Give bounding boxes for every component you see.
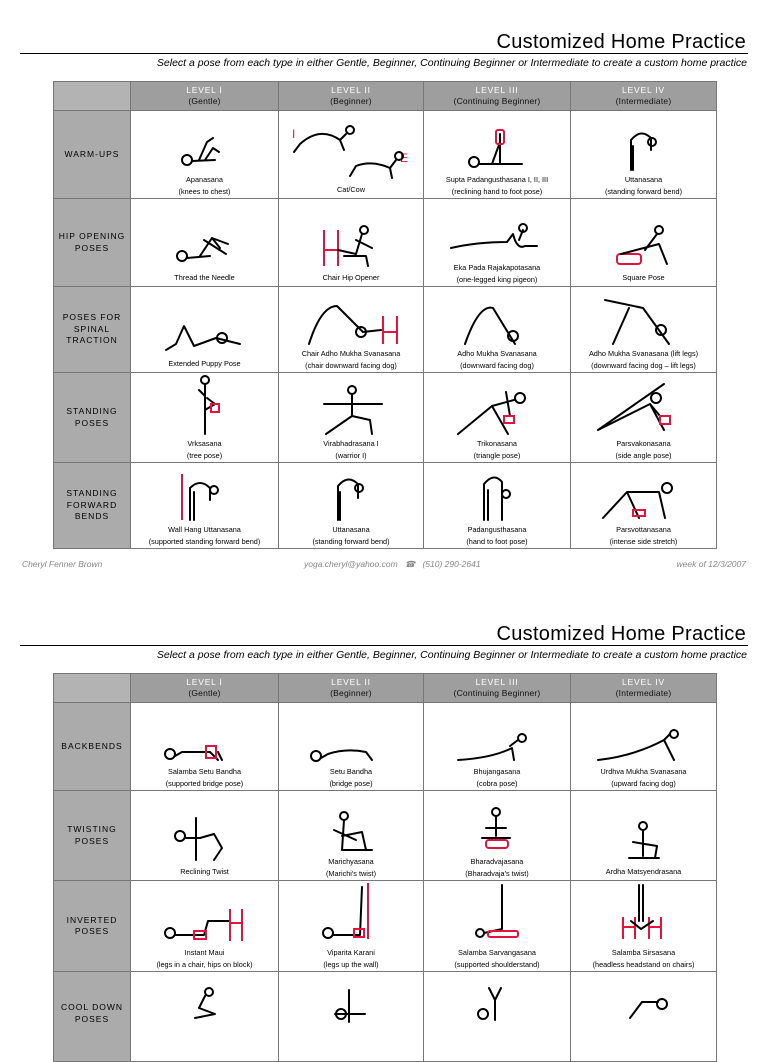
bridge-figure-icon <box>306 732 396 764</box>
chair-down-dog-figure-icon <box>301 302 401 346</box>
side-stretch-figure-icon <box>599 476 689 522</box>
category-text: WARM-UPS <box>64 148 120 159</box>
pose-desc: (warrior I) <box>335 450 367 460</box>
pose-cell <box>279 703 424 791</box>
pose-cell <box>571 881 717 972</box>
pose-desc: (bridge pose) <box>329 778 373 788</box>
cat-mark: I <box>292 126 296 141</box>
tree-figure-icon <box>185 374 225 436</box>
pose-table <box>53 81 717 549</box>
level-sub: (Continuing Beginner) <box>453 688 541 698</box>
category-label <box>54 791 131 881</box>
pose-desc: (standing forward bend) <box>604 186 683 196</box>
square-pose-figure-icon <box>609 220 679 270</box>
instant-maui-figure-icon <box>160 901 250 945</box>
pose-cell <box>424 972 571 1062</box>
pose-cell <box>131 791 279 881</box>
pose-row <box>54 972 717 1062</box>
pose-desc: (side angle pose) <box>615 450 672 460</box>
pose-cell <box>279 199 424 287</box>
category-label <box>54 703 131 791</box>
pose-name: Virabhadrasana I <box>323 439 379 448</box>
pose-cell <box>279 111 424 199</box>
cobra-figure-icon <box>452 732 542 764</box>
level-sub: (Intermediate) <box>615 688 672 698</box>
level-header <box>131 82 279 111</box>
pose-name: Parsvakonasana <box>616 439 671 448</box>
pose-name: Reclining Twist <box>180 866 229 876</box>
forward-bend-figure-icon <box>619 126 669 172</box>
pose-name: Eka Pada Rajakapotasana <box>453 263 541 272</box>
pose-name: Viparita Karani <box>327 948 375 957</box>
pose-name: Trikonasana <box>477 439 517 448</box>
category-text: INVERTED POSES <box>66 914 118 936</box>
pose-name: Adho Mukha Svanasana <box>457 349 537 358</box>
pose-name: Instant Maui <box>184 948 225 957</box>
level-name: LEVEL III <box>475 85 519 95</box>
pose-cell <box>131 287 279 373</box>
pose-desc: (legs in a chair, hips on block) <box>156 959 253 969</box>
level-name: LEVEL II <box>331 677 371 687</box>
down-dog-figure-icon <box>457 302 537 346</box>
forward-bend-figure-icon <box>326 472 376 522</box>
pose-row <box>54 199 717 287</box>
pose-row <box>54 703 717 791</box>
pose-cell <box>131 111 279 199</box>
pose-cell <box>571 287 717 373</box>
pose-row <box>54 111 717 199</box>
category-text: BACKBENDS <box>61 740 123 751</box>
pose-name: Marichyasana <box>328 857 374 866</box>
pose-name: Supta Padangusthasana I, II, III <box>445 175 549 184</box>
triangle-figure-icon <box>452 384 542 436</box>
category-label <box>54 881 131 972</box>
pose-cell <box>424 703 571 791</box>
footer-author: Cheryl Fenner Brown <box>22 559 103 569</box>
pose-name: Square Pose <box>622 272 665 282</box>
phone-text: (510) 290-2641 <box>422 559 481 569</box>
pose-desc: (supported shoulderstand) <box>454 959 540 969</box>
pose-cell <box>571 373 717 463</box>
pose-name: Extended Puppy Pose <box>168 358 241 368</box>
supported-bridge-figure-icon <box>160 732 250 764</box>
level-name: LEVEL IV <box>622 677 665 687</box>
level-header <box>424 674 571 703</box>
pose-desc: (legs up the wall) <box>323 959 379 969</box>
pose-cell <box>131 972 279 1062</box>
pose-cell <box>571 111 717 199</box>
pose-name: Apanasana <box>186 175 223 184</box>
pose-table <box>53 673 717 1062</box>
wall-hang-figure-icon <box>170 472 240 522</box>
bharadvaja-twist-figure-icon <box>462 804 532 854</box>
pose-cell <box>424 463 571 549</box>
pose-name: Parsvottanasana <box>616 525 671 534</box>
pose-desc: (downward facing dog – lift legs) <box>591 360 696 370</box>
shoulderstand-figure-icon <box>462 881 532 945</box>
pose-name: Urdhva Mukha Svanasana <box>600 767 687 776</box>
legs-up-wall-figure-icon <box>316 881 386 945</box>
pose-cell <box>279 791 424 881</box>
level-header-row <box>54 674 717 703</box>
pose-row <box>54 373 717 463</box>
pose-desc: (triangle pose) <box>473 450 521 460</box>
up-dog-figure-icon <box>594 728 694 764</box>
pose-name: Uttanasana <box>332 525 370 534</box>
pose-desc: (cobra pose) <box>476 778 518 788</box>
pose-name: Salamba Sirsasana <box>611 948 676 957</box>
level-header <box>279 82 424 111</box>
pose-desc: (upward facing dog) <box>611 778 676 788</box>
category-text: STANDING POSES <box>66 406 118 428</box>
level-sub: (Beginner) <box>330 688 372 698</box>
pose-name: Bharadvajasana <box>470 857 524 866</box>
pose-name: Wall Hang Uttanasana <box>168 525 241 534</box>
down-dog-lift-figure-icon <box>599 296 689 346</box>
knees-to-chest-figure-icon <box>175 128 235 172</box>
pose-name: Chair Adho Mukha Svanasana <box>301 349 401 358</box>
pose-cell <box>279 972 424 1062</box>
cool-down-figure-icon <box>321 988 381 1028</box>
page-title: Customized Home Practice <box>496 31 746 53</box>
pose-desc: (supported standing forward bend) <box>148 536 261 546</box>
pose-cell <box>571 972 717 1062</box>
category-label <box>54 972 131 1062</box>
pose-name: Padangusthasana <box>467 525 527 534</box>
page-2 <box>0 592 768 1024</box>
pose-cell <box>424 111 571 199</box>
pose-desc: (Marichi's twist) <box>325 868 377 878</box>
pose-name: Thread the Needle <box>174 272 235 282</box>
level-name: LEVEL I <box>186 677 223 687</box>
seated-twist-figure-icon <box>609 820 679 864</box>
category-label <box>54 463 131 549</box>
level-header <box>424 82 571 111</box>
pose-cell <box>131 373 279 463</box>
pigeon-figure-icon <box>447 220 547 260</box>
pose-name: Setu Bandha <box>329 767 373 776</box>
page-title: Customized Home Practice <box>496 623 746 645</box>
headstand-figure-icon <box>609 881 679 945</box>
pose-name: Cat/Cow <box>337 184 365 194</box>
level-header <box>279 674 424 703</box>
pose-cell <box>131 463 279 549</box>
pose-cell <box>279 373 424 463</box>
pose-desc: (headless headstand on chairs) <box>592 959 695 969</box>
cool-down-figure-icon <box>175 984 235 1024</box>
pose-cell <box>424 287 571 373</box>
level-name: LEVEL II <box>331 85 371 95</box>
level-sub: (Gentle) <box>188 96 221 106</box>
title-rule <box>20 645 748 646</box>
level-header <box>571 674 717 703</box>
level-name: LEVEL IV <box>622 85 665 95</box>
pose-desc: (supported bridge pose) <box>165 778 244 788</box>
category-label <box>54 199 131 287</box>
category-label <box>54 373 131 463</box>
pose-name: Vrksasana <box>187 439 222 448</box>
side-angle-figure-icon <box>594 380 694 436</box>
reclining-twist-figure-icon <box>170 814 240 864</box>
pose-desc: (Bharadvaja's twist) <box>465 868 529 878</box>
pose-name: Ardha Matsyendrasana <box>605 866 682 876</box>
cat-cow-figure-icon <box>286 120 416 182</box>
cool-down-figure-icon <box>614 988 674 1028</box>
pose-desc: (tree pose) <box>186 450 223 460</box>
pose-cell <box>279 463 424 549</box>
level-sub: (Intermediate) <box>615 96 672 106</box>
pose-row <box>54 463 717 549</box>
category-text: STANDING FORWARD BENDS <box>66 488 118 522</box>
pose-cell <box>279 881 424 972</box>
pose-cell <box>571 703 717 791</box>
pose-row <box>54 791 717 881</box>
footer-week: week of 12/3/2007 <box>676 559 746 569</box>
pose-desc: (one-legged king pigeon) <box>456 274 538 284</box>
pose-name: Salamba Sarvangasana <box>458 948 536 957</box>
pose-name: Chair Hip Opener <box>322 272 380 282</box>
pose-desc: (intense side stretch) <box>609 536 678 546</box>
cow-mark: E <box>400 150 409 165</box>
page-subtitle: Select a pose from each type in either Gentle, Beginner, Continuing Beginner or Intermediate to create a custom home practice <box>156 649 747 661</box>
reclining-hand-to-foot-figure-icon <box>462 126 532 172</box>
pose-desc: (chair downward facing dog) <box>305 360 397 370</box>
phone-icon: ☎ <box>404 559 416 569</box>
category-label <box>54 287 131 373</box>
category-label <box>54 111 131 199</box>
level-sub: (Gentle) <box>188 688 221 698</box>
pose-cell <box>571 199 717 287</box>
title-rule <box>20 53 748 54</box>
level-sub: (Beginner) <box>330 96 372 106</box>
pose-desc: (downward facing dog) <box>460 360 534 370</box>
pose-cell <box>279 287 424 373</box>
hand-to-foot-figure-icon <box>472 472 522 522</box>
cool-down-figure-icon <box>467 986 527 1026</box>
pose-cell <box>424 791 571 881</box>
level-header <box>571 82 717 111</box>
pose-cell <box>424 199 571 287</box>
corner-cell <box>54 674 131 703</box>
page-subtitle: Select a pose from each type in either Gentle, Beginner, Continuing Beginner or Intermediate to create a custom home practice <box>156 57 747 69</box>
marichi-twist-figure-icon <box>316 810 386 854</box>
level-name: LEVEL I <box>186 85 223 95</box>
category-text: TWISTING POSES <box>67 824 117 846</box>
level-header <box>131 674 279 703</box>
pose-cell <box>131 199 279 287</box>
pose-name: Adho Mukha Svanasana (lift legs) <box>588 349 699 358</box>
corner-cell <box>54 82 131 111</box>
puppy-figure-icon <box>160 316 250 356</box>
category-text: POSES FOR SPINAL TRACTION <box>62 312 122 346</box>
level-header-row <box>54 82 717 111</box>
pose-row <box>54 287 717 373</box>
email-text: yoga.cheryl@yahoo.com <box>304 559 398 569</box>
pose-desc: (reclining hand to foot pose) <box>451 186 543 196</box>
chair-hip-opener-figure-icon <box>316 220 386 270</box>
pose-desc: (hand to foot pose) <box>466 536 528 546</box>
pose-cell <box>424 373 571 463</box>
pose-desc: (standing forward bend) <box>312 536 390 546</box>
pose-row <box>54 881 717 972</box>
pose-cell <box>424 881 571 972</box>
category-text: COOL DOWN POSES <box>60 1002 124 1024</box>
level-sub: (Continuing Beginner) <box>453 96 541 106</box>
pose-desc: (knees to chest) <box>178 186 231 196</box>
level-name: LEVEL III <box>475 677 519 687</box>
pose-cell <box>571 463 717 549</box>
footer-email <box>304 559 481 570</box>
thread-needle-figure-icon <box>170 226 240 270</box>
pose-cell <box>131 881 279 972</box>
pose-cell <box>571 791 717 881</box>
pose-name: Salamba Setu Bandha <box>167 767 242 776</box>
warrior-figure-icon <box>306 384 396 436</box>
pose-name: Uttanasana <box>624 175 663 184</box>
category-text: HIP OPENING POSES <box>58 231 126 253</box>
pose-name: Bhujangasana <box>473 767 521 776</box>
pose-cell <box>131 703 279 791</box>
